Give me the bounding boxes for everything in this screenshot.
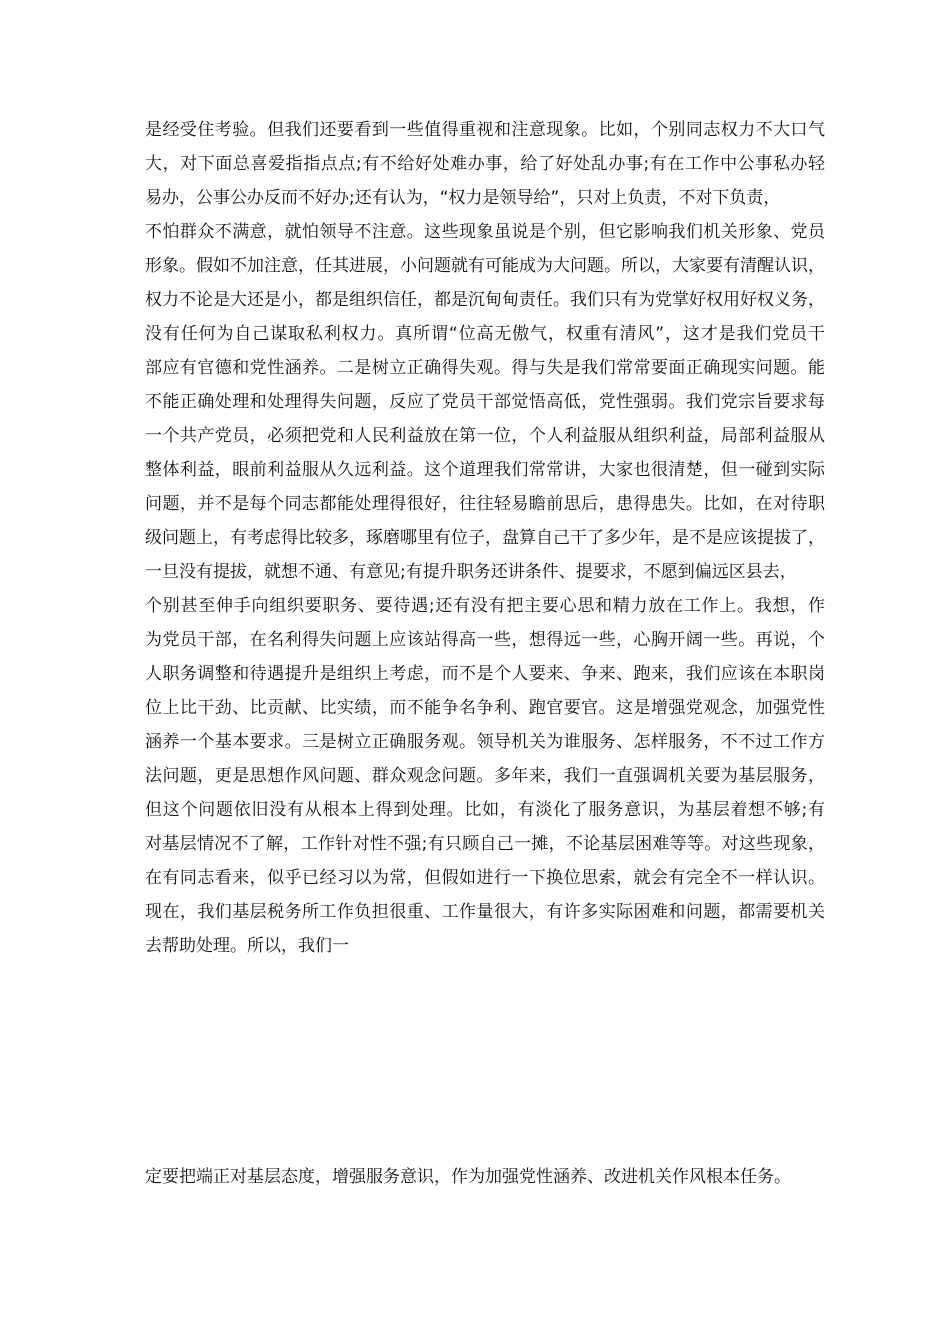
text-line: 对基层情况不了解，工作针对性不强;有只顾自己一摊，不论基层困难等等。对这些现象， (145, 834, 825, 854)
text-line: 大，对下面总喜爱指指点点;有不给好处难办事，给了好处乱办事;有在工作中公事私办轻 (145, 154, 825, 174)
text-line: 易办，公事公办反而不好办;还有认为，“权力是领导给”，只对上负责，不对下负责， (145, 188, 781, 208)
text-line: 在有同志看来，似乎已经习以为常，但假如进行一下换位思索，就会有完全不一样认识。 (145, 868, 825, 888)
text-line: 部应有官德和党性涵养。二是树立正确得失观。得与失是我们常常要面正确现实问题。能 (145, 358, 825, 378)
text-line: 一个共产党员，必须把党和人民利益放在第一位，个人利益服从组织利益，局部利益服从 (145, 426, 825, 446)
text-line: 没有任何为自己谋取私利权力。真所谓“位高无傲气，权重有清风”，这才是我们党员干 (145, 324, 825, 344)
text-line: 不能正确处理和处理得失问题，反应了党员干部觉悟高低，党性强弱。我们党宗旨要求每 (145, 392, 825, 412)
text-line: 去帮助处理。所以，我们一 (145, 936, 349, 956)
text-line: 问题，并不是每个同志都能处理得很好，往往轻易瞻前思后，患得患失。比如，在对待职 (145, 494, 825, 514)
text-line: 不怕群众不满意，就怕领导不注意。这些现象虽说是个别，但它影响我们机关形象、党员 (145, 222, 825, 242)
text-line: 是经受住考验。但我们还要看到一些值得重视和注意现象。比如，个别同志权力不大口气 (145, 120, 825, 140)
text-line: 形象。假如不加注意，任其进展，小问题就有可能成为大问题。所以，大家要有清醒认识， (145, 256, 825, 276)
text-line: 级问题上，有考虑得比较多，琢磨哪里有位子，盘算自己干了多少年，是不是应该提拔了， (145, 528, 825, 548)
text-line: 一旦没有提拔，就想不通、有意见;有提升职务还讲条件、提要求，不愿到偏远区县去， (145, 562, 797, 582)
text-line: 个别甚至伸手向组织要职务、要待遇;还有没有把主要心思和精力放在工作上。我想，作 (145, 596, 825, 616)
body-text (145, 113, 825, 963)
text-line: 整体利益，眼前利益服从久远利益。这个道理我们常常讲，大家也很清楚，但一碰到实际 (145, 460, 825, 480)
text-line: 涵养一个基本要求。三是树立正确服务观。领导机关为谁服务、怎样服务，不不过工作方 (145, 732, 825, 752)
text-line: 法问题，更是思想作风问题、群众观念问题。多年来，我们一直强调机关要为基层服务， (145, 766, 825, 786)
text-line: 人职务调整和待遇提升是组织上考虑，而不是个人要来、争来、跑来，我们应该在本职岗 (145, 664, 825, 684)
text-line: 现在，我们基层税务所工作负担很重、工作量很大，有许多实际困难和问题，都需要机关 (145, 902, 825, 922)
text-line: 位上比干劲、比贡献、比实绩，而不能争名争利、跑官要官。这是增强党观念，加强党性 (145, 698, 825, 718)
text-line: 但这个问题依旧没有从根本上得到处理。比如，有淡化了服务意识，为基层着想不够;有 (145, 800, 825, 820)
text-line: 权力不论是大还是小，都是组织信任，都是沉甸甸责任。我们只有为党掌好权用好权义务， (145, 290, 825, 310)
final-text-line: 定要把端正对基层态度，增强服务意识，作为加强党性涵养、改进机关作风根本任务。 (145, 1167, 791, 1187)
text-line: 为党员干部，在名利得失问题上应该站得高一些，想得远一些，心胸开阔一些。再说，个 (145, 630, 825, 650)
